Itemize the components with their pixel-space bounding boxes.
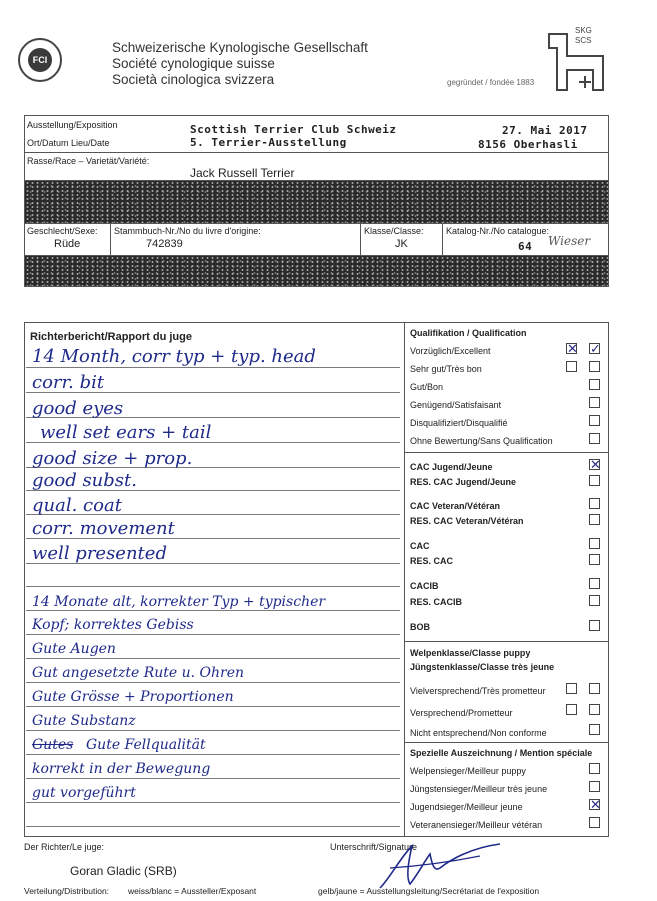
special-item: Jugendsieger/Meilleur jeune (410, 802, 523, 812)
exhibition-name: Scottish Terrier Club Schweiz (190, 123, 397, 136)
divider (360, 223, 361, 255)
skg-logo-bottom: SCS (575, 36, 592, 45)
report-line: good eyes (32, 398, 124, 419)
distribution-label: Verteilung/Distribution: (24, 886, 110, 896)
catalog-value: 64 (518, 240, 533, 253)
ruled-line (26, 826, 400, 827)
org-name-fr: Société cynologique suisse (112, 56, 275, 71)
special-item: Jüngstensieger/Meilleur très jeune (410, 784, 548, 794)
res-cac-checkbox[interactable] (589, 554, 600, 565)
cacib-checkbox[interactable] (589, 578, 600, 589)
divider (110, 223, 111, 255)
qual-item: Ohne Bewertung/Sans Qualification (410, 436, 553, 446)
breed-value: Jack Russell Terrier (190, 166, 295, 180)
report-heading: Richterbericht/Rapport du juge (30, 331, 192, 343)
class-value: JK (395, 238, 408, 250)
best-veteran-checkbox[interactable] (589, 817, 600, 828)
special-item: Veteranensieger/Meilleur vétéran (410, 820, 543, 830)
disqualified-checkbox[interactable] (589, 415, 600, 426)
promising-very-checkbox-2[interactable] (589, 683, 600, 694)
report-line: 14 Monate alt, korrekter Typ + typischer (32, 594, 326, 610)
bob-label: BOB (410, 622, 430, 632)
report-line: Gut angesetzte Rute u. Ohren (32, 665, 245, 681)
catalog-note: Wieser (548, 234, 591, 248)
ruled-line (26, 634, 400, 635)
puppy-item: Nicht entsprechend/Non conforme (410, 728, 547, 738)
report-line: Kopf; korrektes Gebiss (32, 617, 194, 633)
res-cacib-label: RES. CACIB (410, 597, 463, 607)
qual-item: Gut/Bon (410, 382, 444, 392)
ruled-line (26, 754, 400, 755)
report-line: 14 Month, corr typ + typ. head (32, 346, 316, 367)
divider (404, 641, 609, 642)
judge-name: Goran Gladic (SRB) (70, 864, 177, 878)
very-good-checkbox-1[interactable] (566, 361, 577, 372)
divider (442, 223, 443, 255)
qualification-heading: Qualifikation / Qualification (410, 328, 527, 338)
redacted-band (25, 256, 608, 286)
sex-label: Geschlecht/Sexe: (27, 226, 98, 236)
best-puppy-checkbox[interactable] (589, 763, 600, 774)
judge-label: Der Richter/Le juge: (24, 842, 105, 852)
ruled-line (26, 778, 400, 779)
cac-label: CAC (410, 541, 430, 551)
ruled-line (26, 658, 400, 659)
redacted-band (25, 181, 608, 223)
res-cac-label: RES. CAC (410, 556, 454, 566)
place-date-label: Ort/Datum Lieu/Date (27, 138, 110, 148)
struck-word: Gutes (32, 737, 74, 753)
ruled-line (26, 706, 400, 707)
org-name-it: Società cinologica svizzera (112, 72, 275, 87)
cacib-label: CACIB (410, 581, 439, 591)
cac-jeune-label: CAC Jugend/Jeune (410, 462, 493, 472)
puppy-item: Vielversprechend/Très prometteur (410, 686, 546, 696)
founded-note: gegründet / fondée 1883 (447, 78, 535, 87)
report-line: Gute Substanz (32, 713, 136, 729)
distribution-white: weiss/blanc = Aussteller/Exposant (128, 886, 257, 896)
bob-checkbox[interactable] (589, 620, 600, 631)
promising-checkbox-1[interactable] (566, 704, 577, 715)
best-very-young-checkbox[interactable] (589, 781, 600, 792)
very-good-checkbox-2[interactable] (589, 361, 600, 372)
res-cac-jeune-label: RES. CAC Jugend/Jeune (410, 477, 517, 487)
report-line: Gute Grösse + Proportionen (32, 689, 234, 705)
ruled-line (26, 367, 400, 368)
excellent-checkbox-1[interactable]: ✕ (567, 342, 578, 357)
exhibition-edition: 5. Terrier-Ausstellung (190, 136, 347, 149)
skg-logo-top: SKG (575, 26, 592, 35)
report-line: korrekt in der Bewegung (32, 761, 211, 777)
report-line: well set ears + tail (40, 422, 212, 443)
puppy-heading: Welpenklasse/Classe puppy (410, 648, 531, 658)
cac-jeune-checkbox[interactable]: ✕ (590, 458, 601, 473)
good-checkbox[interactable] (589, 379, 600, 390)
special-heading: Spezielle Auszeichnung / Mention spéciale (410, 748, 593, 758)
qual-item: Vorzüglich/Excellent (410, 346, 491, 356)
exhibition-date: 27. Mai 2017 (502, 124, 588, 137)
divider (404, 322, 405, 837)
ruled-line (26, 682, 400, 683)
qual-item: Sehr gut/Très bon (410, 364, 482, 374)
ruled-line (26, 730, 400, 731)
exhibition-place: 8156 Oberhasli (478, 138, 578, 151)
studbook-value: 742839 (146, 238, 183, 250)
best-junior-checkbox[interactable]: ✕ (590, 798, 601, 813)
divider (404, 452, 609, 453)
excellent-checkbox-2[interactable]: ✓ (590, 342, 601, 357)
cac-veteran-checkbox[interactable] (589, 498, 600, 509)
breed-label: Rasse/Race – Varietät/Variété: (27, 156, 150, 166)
res-cacib-checkbox[interactable] (589, 595, 600, 606)
report-line: corr. movement (32, 518, 175, 539)
divider (24, 223, 609, 224)
ruled-line (26, 802, 400, 803)
cac-veteran-label: CAC Veteran/Vétéran (410, 501, 501, 511)
report-line: gut vorgeführt (32, 785, 136, 801)
org-name-de: Schweizerische Kynologische Gesellschaft (112, 40, 368, 55)
report-line: well presented (32, 543, 167, 564)
divider (24, 152, 609, 153)
exhibition-label: Ausstellung/Exposition (27, 120, 118, 130)
catalog-label: Katalog-Nr./No catalogue: (446, 226, 550, 236)
very-young-heading: Jüngstenklasse/Classe très jeune (410, 662, 555, 672)
no-qualification-checkbox[interactable] (589, 433, 600, 444)
res-cac-veteran-checkbox[interactable] (589, 514, 600, 525)
class-label: Klasse/Classe: (364, 226, 424, 236)
report-line: Gute Fellqualität (86, 737, 206, 753)
qual-item: Genügend/Satisfaisant (410, 400, 502, 410)
report-line: Gute Augen (32, 641, 116, 657)
report-line: good subst. (32, 470, 137, 491)
cac-checkbox[interactable] (589, 538, 600, 549)
skg-logo (545, 26, 609, 94)
puppy-item: Versprechend/Prometteur (410, 708, 513, 718)
not-conform-checkbox[interactable] (589, 724, 600, 735)
fci-logo-text: FCI (28, 48, 52, 72)
ruled-line (26, 586, 400, 587)
promising-checkbox-2[interactable] (589, 704, 600, 715)
divider (404, 742, 609, 743)
ruled-line (26, 610, 400, 611)
report-line: corr. bit (32, 372, 105, 393)
promising-very-checkbox-1[interactable] (566, 683, 577, 694)
satisfactory-checkbox[interactable] (589, 397, 600, 408)
report-line: good size + prop. (32, 448, 193, 469)
distribution-yellow: gelb/jaune = Ausstellungsleitung/Secrétariat de l'exposition (318, 886, 540, 896)
sex-value: Rüde (54, 238, 81, 250)
res-cac-veteran-label: RES. CAC Veteran/Vétéran (410, 516, 524, 526)
res-cac-jeune-checkbox[interactable] (589, 475, 600, 486)
signature-label: Unterschrift/Signature (330, 842, 418, 852)
report-line: qual. coat (32, 495, 122, 516)
fci-logo (18, 38, 62, 82)
special-item: Welpensieger/Meilleur puppy (410, 766, 526, 776)
qual-item: Disqualifiziert/Disqualifié (410, 418, 508, 428)
studbook-label: Stammbuch-Nr./No du livre d'origine: (114, 226, 261, 236)
